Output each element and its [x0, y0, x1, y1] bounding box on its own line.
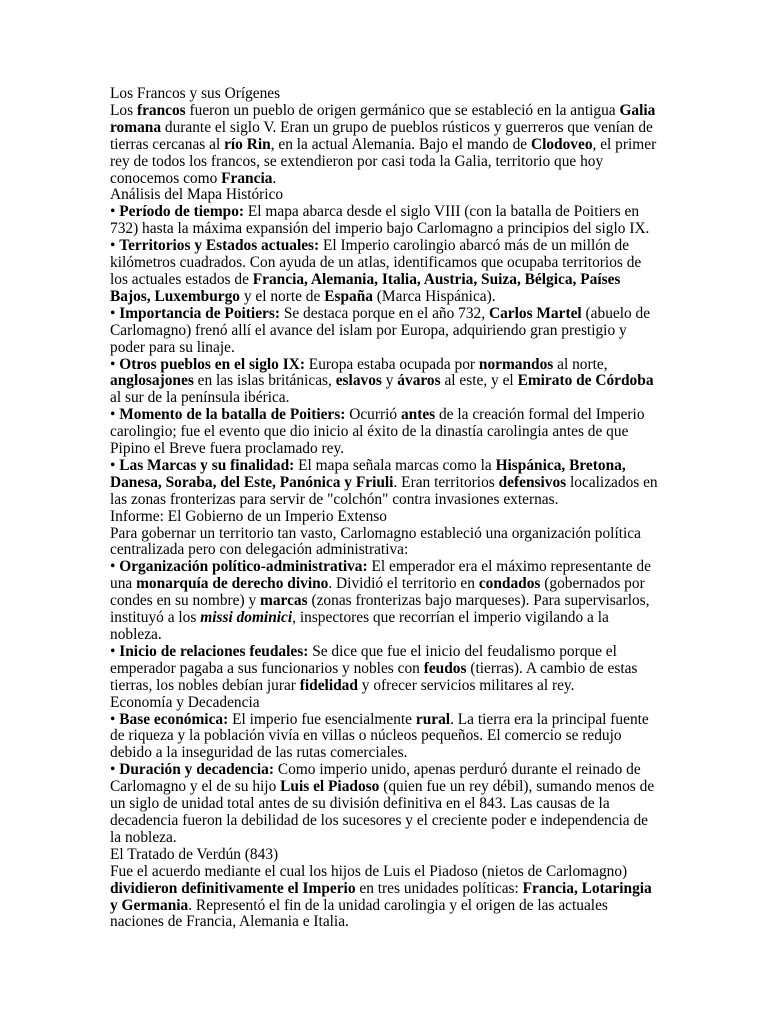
bold-term: normandos [478, 355, 554, 373]
bold-term: Emirato de Córdoba [517, 372, 654, 390]
text-run: (quien fue un rey débil), sumando menos de un siglo de unidad total antes de su división definitiva en el 843. Las causas de la decadencia fueron la debilidad de los sucesores y el creciente poder e independencia de la nobleza. [110, 778, 655, 846]
document-title: Los Francos y sus Orígenes [110, 85, 281, 102]
bold-term: Carlos Martel [488, 304, 582, 322]
bold-term: rural [415, 710, 451, 728]
text-run: al este, y el [440, 372, 518, 390]
bullet-item [110, 407, 662, 458]
bold-term: río Rin [224, 135, 271, 153]
text-run: El Imperio carolingio abarcó más de un millón de kilómetros cuadrados. Con ayuda de un atlas, identificamos que ocupaba territorios de los actuales estados de [110, 237, 642, 288]
bold-term: ávaros [397, 372, 441, 390]
text-run: • [110, 710, 120, 728]
bold-term: Momento de la batalla de Poitiers: [119, 406, 346, 424]
section-heading [110, 695, 662, 712]
bold-term: eslavos [335, 372, 382, 390]
bullet-item [110, 559, 662, 644]
text-run: en las islas británicas, [193, 372, 336, 390]
text-run: • [110, 642, 120, 660]
text-run: (Marca Hispánica). [372, 287, 496, 305]
text-run: al sur de la península ibérica. [110, 389, 290, 407]
bold-term: missi dominici [200, 609, 293, 627]
text-run: Ocurrió [345, 406, 401, 424]
bold-term: Clodoveo [530, 135, 593, 153]
text-run: Para gobernar un territorio tan vasto, Carlomagno estableció una organización política centralizada pero con delegación administrativa: [110, 524, 641, 559]
text-run: . Dividió el territorio en [328, 575, 479, 593]
bullet-item [110, 712, 662, 763]
bold-term: feudos [423, 659, 467, 677]
bullet-item [110, 238, 662, 306]
bold-term: Importancia de Poitiers: [119, 304, 280, 322]
bold-term: Francia [221, 169, 273, 187]
text-run: durante el siglo V. Eran un grupo de pueblos rústicos y guerreros que venían de tierras cercanas al [110, 118, 653, 153]
text-run: . La tierra era la principal fuente de riqueza y la población vivía en villas o núcleos pequeños. El comercio se redujo debido a la inseguridad de las rutas comerciales. [110, 710, 649, 762]
bold-term: francos [136, 101, 186, 119]
text-run: El mapa abarca desde el siglo VIII (con la batalla de Poitiers en 732) hasta la máxima expansión del imperio bajo Carlomagno a principios del siglo IX. [110, 203, 650, 238]
text-run: de la creación formal del Imperio carolingio; fue el evento que dio inicio al éxito de la dinastía carolingia antes de que Pipino el Breve fuera proclamado rey. [110, 406, 645, 458]
text-run: • [110, 558, 120, 576]
text-run: Se dice que fue el inicio del feudalismo porque el emperador pagaba a sus funcionarios y nobles con [110, 642, 617, 677]
bold-term: Otros pueblos en el siglo IX: [119, 355, 305, 373]
text-run: El emperador era el máximo representante de una [110, 558, 651, 593]
bold-term: defensivos [498, 473, 567, 491]
text-run: Economía y Decadencia [110, 693, 260, 711]
text-run: localizados en las zonas fronterizas para servir de "colchón" contra invasiones externas. [110, 473, 658, 508]
text-run: y ofrecer servicios militares al rey. [357, 676, 575, 694]
text-run: El mapa señala marcas como la [294, 456, 496, 474]
text-run: • [110, 203, 120, 221]
text-run: • [110, 355, 120, 373]
bold-term: dividieron definitivamente el Imperio [110, 879, 356, 897]
text-run: Fue el acuerdo mediante el cual los hijos de Luis el Piadoso (nietos de Carlomagno) [110, 862, 628, 880]
text-run: , en la actual Alemania. Bajo el mando de [270, 135, 531, 153]
text-run: (abuelo de Carlomagno) frenó allí el avance del islam por Europa, adquiriendo gran prestigio y poder para su linaje. [110, 304, 651, 356]
bold-term: Hispánica, Bretona, Danesa, Soraba, del Este, Panónica y Friuli [110, 456, 626, 491]
text-run: El imperio fue esencialmente [228, 710, 416, 728]
text-run: (gobernados por condes en su nombre) y [110, 575, 645, 610]
text-run: y el norte de [239, 287, 325, 305]
bold-term: España [324, 287, 373, 305]
bold-term: Base económica: [119, 710, 229, 728]
text-run: , el primer rey de todos los francos, se extendieron por casi toda la Galia, territorio que hoy conocemos como [110, 135, 657, 187]
bold-term: Francia, Lotaringia y Germania [110, 879, 652, 914]
bold-term: Territorios y Estados actuales: [119, 237, 320, 255]
bullet-item [110, 644, 662, 695]
text-run: Análisis del Mapa Histórico [110, 186, 284, 204]
text-run: • [110, 304, 120, 322]
text-run: Informe: El Gobierno de un Imperio Extenso [110, 507, 387, 525]
text-run: fueron un pueblo de origen germánico que se estableció en la antigua [185, 101, 620, 119]
text-run: El Tratado de Verdún (843) [110, 845, 279, 863]
text-run: . Representó el fin de la unidad carolingia y el origen de las actuales naciones de Francia, Alemania e Italia. [110, 896, 608, 931]
text-run: • [110, 237, 120, 255]
bold-term: marcas [260, 592, 308, 610]
text-run: Se destaca porque en el año 732, [279, 304, 489, 322]
bullet-item [110, 357, 662, 408]
bold-term: monarquía de derecho divino [136, 575, 329, 593]
bullet-item [110, 204, 662, 238]
bullet-item [110, 762, 662, 847]
text-run: y [381, 372, 398, 390]
text-run: al norte, [553, 355, 608, 373]
bold-term: Las Marcas y su finalidad: [119, 456, 295, 474]
paragraph [110, 864, 662, 932]
bold-term: condados [478, 575, 541, 593]
text-run: , inspectores que recorrían el imperio vigilando a la nobleza. [110, 609, 609, 643]
text-run: . [272, 169, 277, 187]
bold-term: Luis el Piadoso [280, 778, 380, 796]
bold-term: Período de tiempo: [119, 203, 245, 221]
bullet-item [110, 306, 662, 357]
text-run: Como imperio unido, apenas perduró durante el reinado de Carlomagno y el de su hijo [110, 761, 641, 796]
text-run: (tierras). A cambio de estas tierras, los nobles debían jurar [110, 659, 638, 694]
bold-term: Galia romana [110, 101, 656, 136]
text-run: en tres unidades políticas: [355, 879, 523, 897]
section-heading [110, 509, 662, 526]
bold-term: Duración y decadencia: [119, 761, 274, 779]
bold-term: anglosajones [110, 372, 194, 390]
text-run: . Eran territorios [393, 473, 499, 491]
bold-term: antes [400, 406, 436, 424]
bold-term: Inicio de relaciones feudales: [119, 642, 309, 660]
text-run: Europa estaba ocupada por [304, 355, 479, 373]
text-run: • [110, 456, 120, 474]
bold-term: Francia, Alemania, Italia, Austria, Suiza, Bélgica, Países Bajos, Luxemburgo [110, 270, 621, 305]
section-heading [110, 187, 662, 204]
text-run: Los [110, 101, 137, 119]
document-page [110, 86, 662, 931]
bullet-item [110, 458, 662, 509]
bold-term: fidelidad [299, 676, 358, 694]
intro-paragraph [110, 103, 662, 188]
paragraph [110, 526, 662, 560]
bold-term: Organización político-administrativa: [119, 558, 368, 576]
text-run: (zonas fronterizas bajo marqueses). Para supervisarlos, instituyó a los [110, 592, 650, 627]
section-heading [110, 847, 662, 864]
text-run: • [110, 406, 120, 424]
text-run: • [110, 761, 120, 779]
